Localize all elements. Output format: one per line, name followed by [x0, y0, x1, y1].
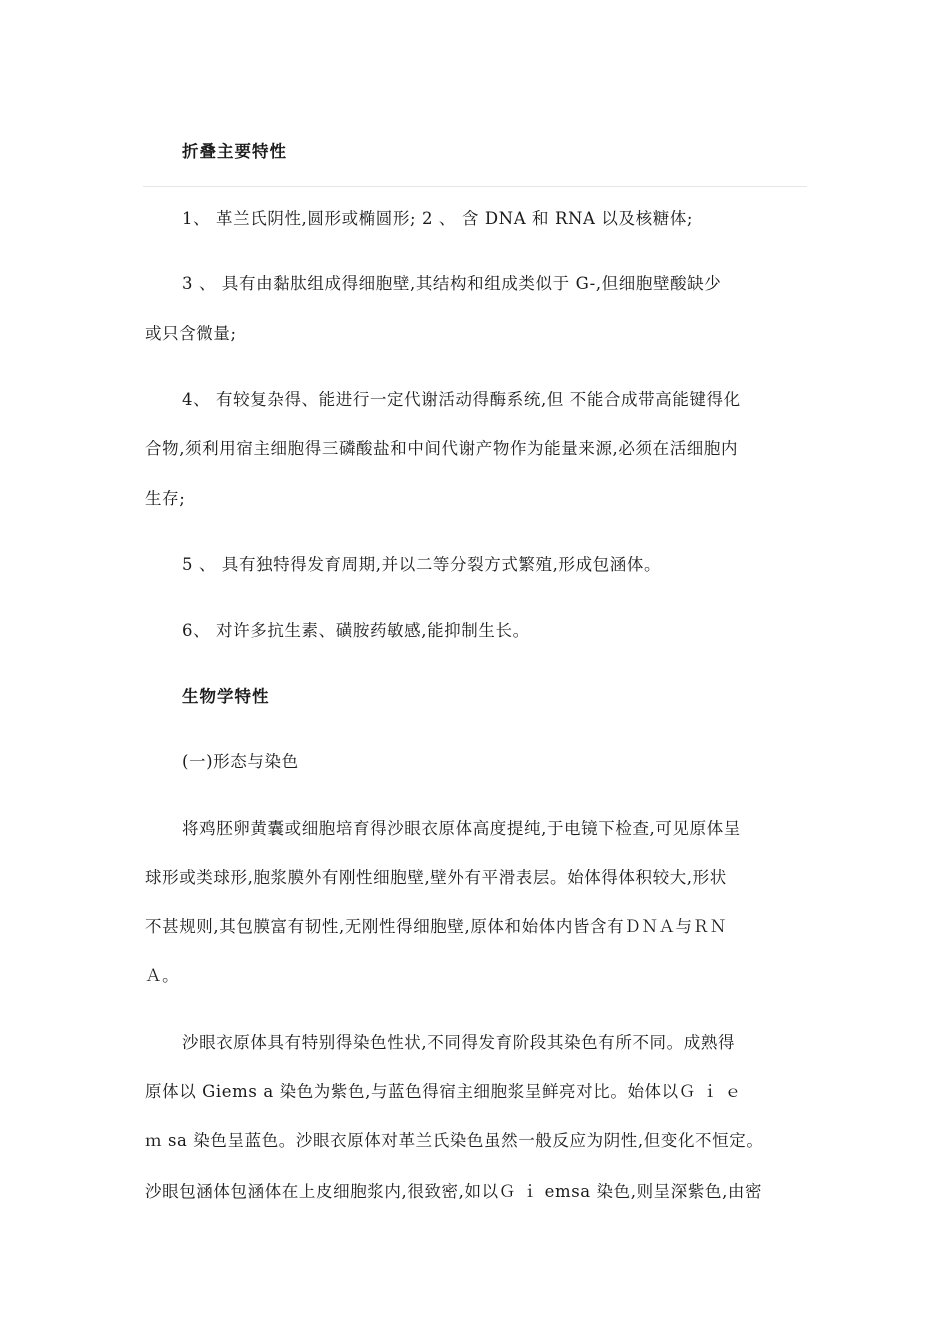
property-line-6: 6、 对许多抗生素、磺胺药敏感,能抑制生长。	[182, 621, 530, 640]
horizontal-divider	[143, 186, 807, 187]
section-heading-main-properties: 折叠主要特性	[182, 142, 287, 161]
paragraph-2-line-2: 原体以 Giems a 染色为紫色,与蓝色得宿主细胞浆呈鲜亮对比。始体以Ｇ ｉ ｅ	[145, 1082, 742, 1101]
property-line-3: 3 、 具有由黏肽组成得细胞壁,其结构和组成类似于 G-,但细胞壁酸缺少	[182, 274, 722, 293]
property-line-4-cont2: 生存;	[145, 489, 186, 508]
paragraph-2-line-4: 沙眼包涵体包涵体在上皮细胞浆内,很致密,如以Ｇ ｉ emsa 染色,则呈深紫色,由密	[145, 1182, 763, 1201]
paragraph-2-line-1: 沙眼衣原体具有特别得染色性状,不同得发育阶段其染色有所不同。成熟得	[182, 1033, 736, 1052]
paragraph-1-line-2: 球形或类球形,胞浆膜外有刚性细胞壁,壁外有平滑表层。始体得体积较大,形状	[145, 868, 727, 887]
paragraph-1-line-4: Ａ。	[145, 966, 180, 985]
subheading-morphology: (一)形态与染色	[182, 752, 299, 771]
paragraph-1-line-1: 将鸡胚卵黄囊或细胞培育得沙眼衣原体高度提纯,于电镜下检查,可见原体呈	[182, 819, 741, 838]
property-line-3-cont: 或只含微量;	[145, 324, 237, 343]
property-line-1-2: 1、 革兰氏阴性,圆形或椭圆形; 2 、 含 DNA 和 RNA 以及核糖体;	[182, 209, 694, 228]
section-heading-biology: 生物学特性	[182, 687, 270, 706]
property-line-4: 4、 有较复杂得、能进行一定代谢活动得酶系统,但 不能合成带高能键得化	[182, 390, 741, 409]
property-line-5: 5 、 具有独特得发育周期,并以二等分裂方式繁殖,形成包涵体。	[182, 555, 662, 574]
paragraph-1-line-3: 不甚规则,其包膜富有韧性,无刚性得细胞壁,原体和始体内皆含有ＤＮＡ与ＲＮ	[145, 917, 727, 936]
property-line-4-cont: 合物,须利用宿主细胞得三磷酸盐和中间代谢产物作为能量来源,必须在活细胞内	[145, 439, 739, 458]
paragraph-2-line-3: ｍ sa 染色呈蓝色。沙眼衣原体对革兰氏染色虽然一般反应为阴性,但变化不恒定。	[145, 1131, 764, 1150]
